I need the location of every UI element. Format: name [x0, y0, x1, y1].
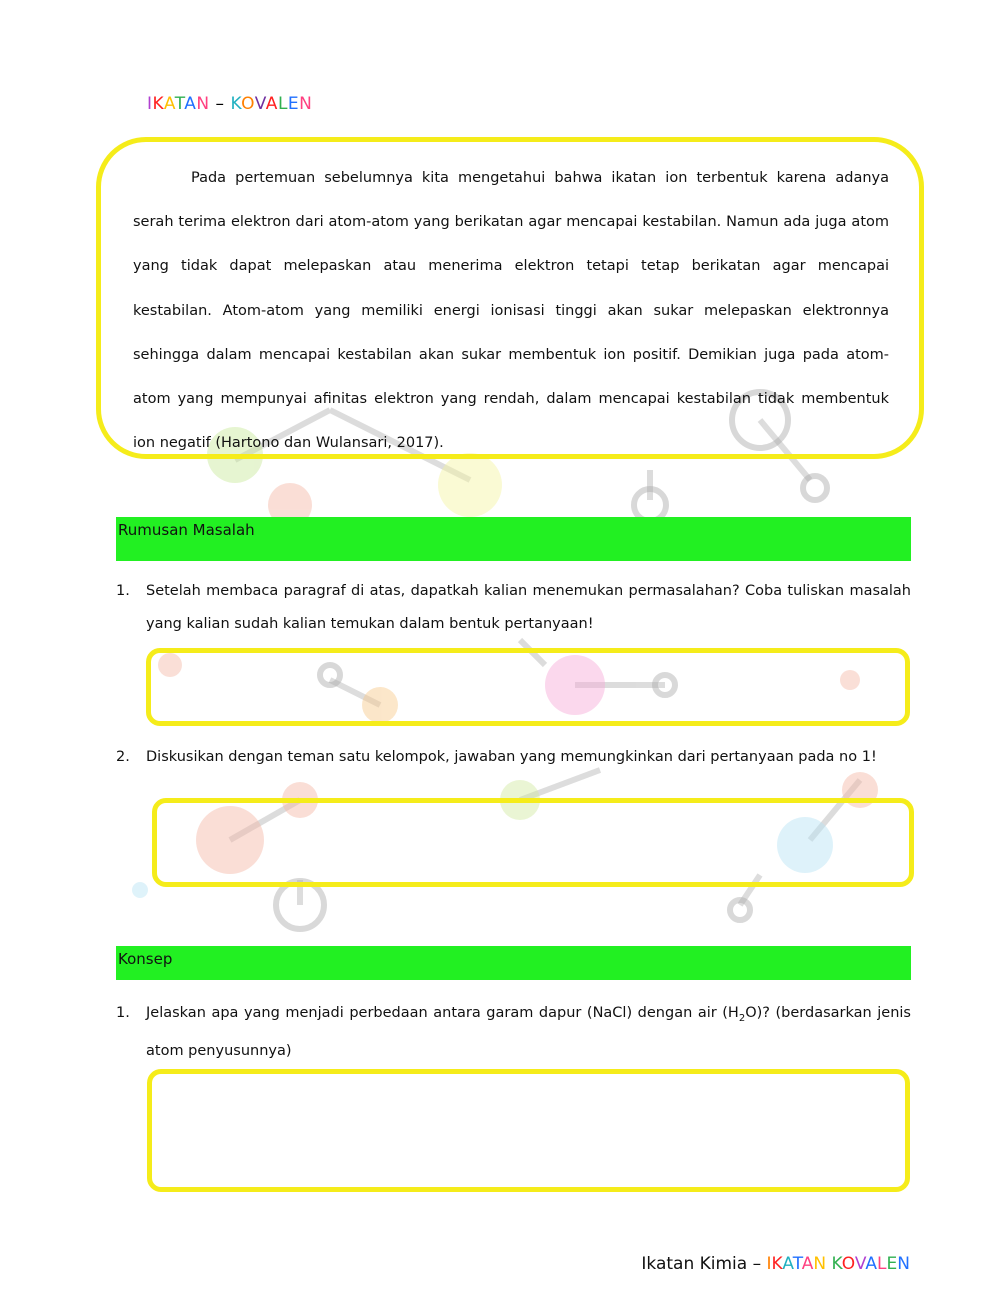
footer-letter: T [792, 1254, 802, 1274]
konsep-heading: Konsep [116, 946, 911, 980]
question-number: 1. [116, 583, 130, 599]
title-letter: – [215, 94, 225, 114]
footer-letter: K [771, 1254, 783, 1274]
intro-box [96, 137, 924, 459]
footer-letter: N [897, 1254, 910, 1274]
konsep-question-1 [116, 997, 911, 1068]
answer-box-rumusan-1[interactable] [146, 648, 910, 726]
subscript-2: 2 [738, 1012, 746, 1024]
title-letter: I [147, 94, 153, 114]
title-letter: E [287, 94, 300, 114]
footer-letter: N [813, 1254, 827, 1274]
footer-letter: I [766, 1254, 772, 1274]
title-letter: T [174, 94, 185, 114]
title-letter: N [299, 94, 313, 114]
title-letter: L [277, 94, 288, 114]
title-letter: K [152, 94, 164, 114]
footer-letter: A [865, 1254, 878, 1274]
footer-letter: E [886, 1254, 898, 1274]
footer-letter: A [801, 1254, 814, 1274]
title-letter: V [254, 94, 266, 114]
rumusan-question-1 [116, 575, 911, 641]
footer-prefix: Ikatan Kimia – [641, 1254, 767, 1274]
rumusan-question-2 [116, 741, 911, 774]
title-letter: K [230, 94, 242, 114]
question-text: Diskusikan dengan teman satu kelompok, jawaban yang memungkinkan dari pertanyaan pada no 1! [146, 749, 877, 765]
question-number: 1. [116, 1005, 130, 1021]
footer-letter: V [854, 1254, 866, 1274]
answer-box-rumusan-2[interactable] [152, 798, 914, 887]
page-title [147, 94, 312, 114]
rumusan-masalah-heading: Rumusan Masalah [116, 517, 911, 561]
footer-letter: A [782, 1254, 793, 1274]
footer-title [767, 1254, 910, 1274]
title-letter: N [196, 94, 210, 114]
question-text [146, 997, 911, 1068]
question-number: 2. [116, 749, 130, 765]
question-text-part: O)? (berdasarkan jenis atom penyusunnya) [146, 1005, 911, 1059]
question-text: Setelah membaca paragraf di atas, dapatkah kalian menemukan permasalahan? Coba tuliskan masalah yang kalian sudah kalian temukan dalam bentuk pertanyaan! [146, 583, 911, 632]
footer-letter: L [877, 1254, 887, 1274]
page-footer [641, 1254, 910, 1274]
title-letter: A [265, 94, 278, 114]
answer-box-konsep-1[interactable] [147, 1069, 910, 1192]
title-letter: A [184, 94, 197, 114]
title-letter: O [241, 94, 255, 114]
question-text-part: Jelaskan apa yang menjadi perbedaan antara garam dapur (NaCl) dengan air (H [146, 1005, 739, 1021]
footer-letter: O [841, 1254, 855, 1274]
title-letter: A [163, 94, 175, 114]
intro-paragraph: Pada pertemuan sebelumnya kita mengetahui bahwa ikatan ion terbentuk karena adanya serah terima elektron dari atom-atom yang berikatan agar mencapai kestabilan. Namun ada juga atom yang tidak dapat melepaskan atau menerima elektron tetapi tetap berikatan agar mencapai kestabilan. Atom-atom yang memiliki energi ionisasi tinggi akan sukar melepaskan elektronnya sehingga dalam mencapai kestabilan akan sukar membentuk ion positif. Demikian juga pada atom-atom yang mempunyai afinitas elektron yang rendah, dalam mencapai kestabilan tidak membentuk ion negatif (Hartono dan Wulansari, 2017). [133, 170, 889, 452]
footer-letter: K [831, 1254, 842, 1274]
